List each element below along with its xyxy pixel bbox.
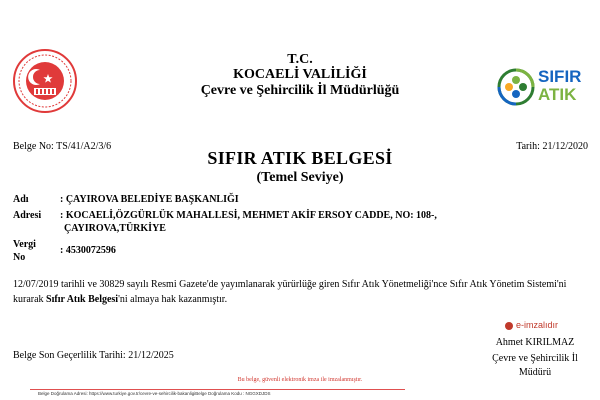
ministry-seal-icon — [12, 48, 78, 114]
tax-value: : 4530072596 — [60, 245, 116, 256]
document-date: Tarih: 21/12/2020 — [516, 141, 588, 152]
certificate-body-text — [13, 277, 593, 307]
address-value-line1: : KOCAELİ,ÖZGÜRLÜK MAHALLESİ, MEHMET AKİF ERSOY CADDE, NO: 108-, — [60, 210, 437, 221]
tax-label-line2: No — [13, 252, 26, 263]
signatory-title-line2: Müdürü — [518, 367, 552, 378]
signatory-name: Ahmet KIRILMAZ — [495, 337, 575, 348]
validity-date: Belge Son Geçerlilik Tarihi: 21/12/2025 — [13, 350, 174, 361]
zero-waste-logo — [497, 66, 587, 108]
recycle-flower-icon — [497, 68, 535, 106]
footer-divider — [30, 389, 405, 390]
name-value: : ÇAYIROVA BELEDİYE BAŞKANLIĞI — [60, 194, 239, 205]
address-label: Adresi — [13, 210, 42, 221]
esign-badge — [505, 320, 558, 330]
esign-note: Bu belge, güvenli elektronik imza ile imzalanmıştır. — [237, 377, 363, 383]
esign-icon — [505, 322, 513, 330]
tax-label-line1: Vergi — [13, 239, 36, 250]
body-text-bold: Sıfır Atık Belgesi — [46, 294, 119, 305]
certificate-title: SIFIR ATIK BELGESİ — [207, 148, 393, 168]
verification-footer: Belge Doğrulama Adresi: https://www.turkiye.gov.tr/cevre-ve-sehircilik-bakanligiBelge Doğrulama Kodu : NGGXDJDS — [38, 391, 271, 396]
address-value-line2: ÇAYIROVA,TÜRKİYE — [64, 223, 166, 234]
name-label: Adı — [13, 194, 29, 205]
header-directorate: Çevre ve Şehircilik İl Müdürlüğü — [200, 83, 400, 98]
body-text-part2: 'ni almaya hak kazanmıştır. — [118, 294, 228, 305]
header-tc: T.C. — [287, 52, 313, 67]
body-text-part1: 12/07/2019 tarihli ve 30829 sayılı Resmi Gazete'de yayımlanarak yürürlüğe giren Sıfır Atık Yönetmeliği'nce Sıfır Atık Yönetim Sistemi'ni kurarak — [13, 279, 567, 305]
certificate-level: (Temel Seviye) — [256, 170, 344, 185]
signatory-title-line1: Çevre ve Şehircilik İl — [492, 353, 578, 364]
logo-text-atik: ATIK — [538, 85, 577, 104]
document-number: Belge No: TS/41/A2/3/6 — [13, 141, 112, 152]
logo-text-sifir: SIFIR — [538, 67, 582, 86]
header-governorship: KOCAELİ VALİLİĞİ — [233, 67, 367, 82]
esign-label: e-imzalıdır — [516, 320, 559, 330]
